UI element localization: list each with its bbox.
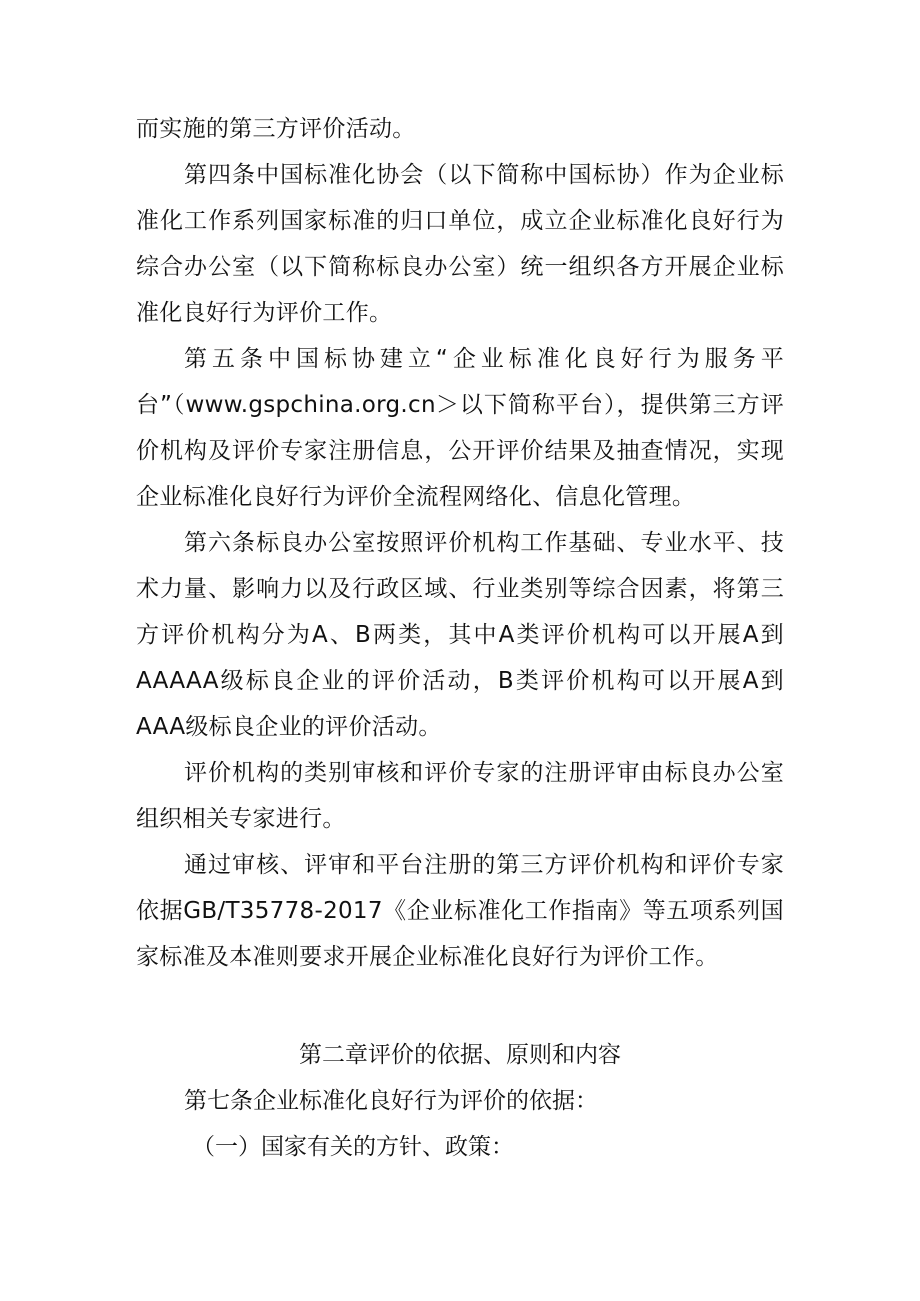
chapter-title: 第二章评价的依据、原则和内容 (299, 1042, 621, 1068)
article-7-heading: 第七条企业标准化良好行为评价的依据： (184, 1088, 598, 1114)
article-7-item-1: （一）国家有关的方针、政策： (192, 1134, 514, 1160)
article-6-paragraph: 第六条标良办公室按照评价机构工作基础、专业水平、技术力量、影响力以及行政区域、行业类别等综合因素，将第三方评价机构分为A、B两类，其中A类评价机构可以开展A到AAAAA级标良企业的评价活动，B类评价机构可以开展A到AAA级标良企业的评价活动。 (136, 530, 784, 740)
article-5-paragraph: 第五条中国标协建立“企业标准化良好行为服务平台”（www.gspchina.org.cn＞以下简称平台），提供第三方评价机构及评价专家注册信息，公开评价结果及抽查情况，实现企业标准化良好行为评价全流程网络化、信息化管理。 (136, 346, 784, 510)
paragraph-continuation: 而实施的第三方评价活动。 (136, 116, 416, 142)
review-paragraph: 评价机构的类别审核和评价专家的注册评审由标良办公室组织相关专家进行。 (136, 760, 784, 832)
article-4-paragraph: 第四条中国标准化协会（以下简称中国标协）作为企业标准化工作系列国家标准的归口单位，成立企业标准化良好行为综合办公室（以下简称标良办公室）统一组织各方开展企业标准化良好行为评价工作。 (136, 162, 784, 326)
standards-paragraph: 通过审核、评审和平台注册的第三方评价机构和评价专家依据GB/T35778-2017《企业标准化工作指南》等五项系列国家标准及本准则要求开展企业标准化良好行为评价工作。 (136, 852, 784, 970)
